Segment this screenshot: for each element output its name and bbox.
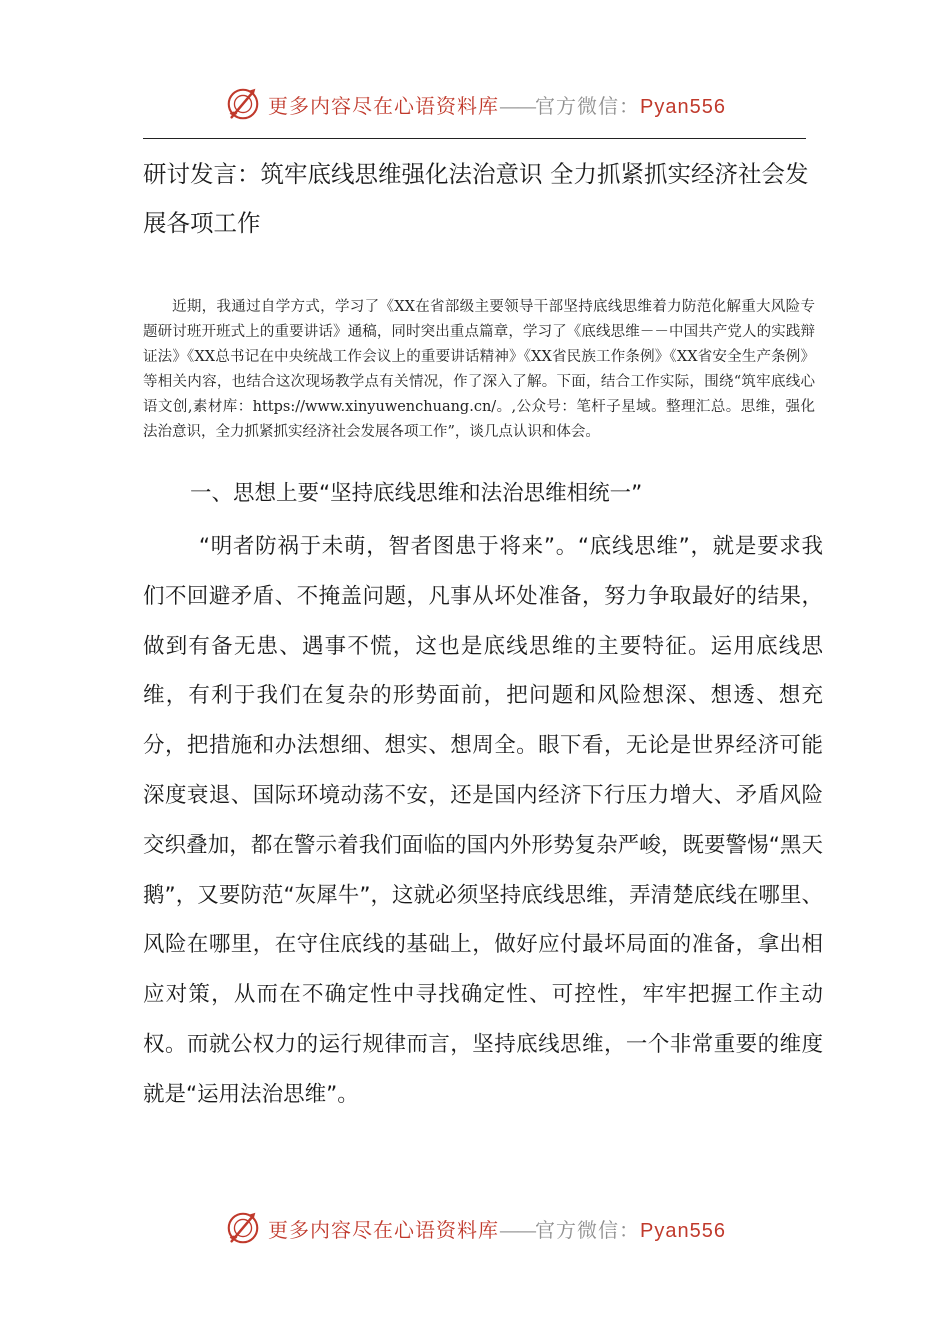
page-title: 研讨发言：筑牢底线思维强化法治意识 全力抓紧抓实经济社会发展各项工作	[143, 160, 809, 237]
header-divider	[143, 138, 806, 139]
footer-brand-name: 更多内容尽在心语资料库	[268, 1217, 500, 1242]
footer-banner	[0, 1208, 950, 1248]
brand-logo-icon	[224, 1209, 262, 1247]
body-paragraph: “明者防祸于未萌，智者图患于将来”。“底线思维”，就是要求我们不回避矛盾、不掩盖问题，凡事从坏处准备，努力争取最好的结果，做到有备无患、遇事不慌，这也是底线思维的主要特征。运用底线思维，有利于我们在复杂的形势面前，把问题和风险想深、想透、想充分，把措施和办法想细、想实、想周全。眼下看，无论是世界经济可能深度衰退、国际环境动荡不安，还是国内经济下行压力增大、矛盾风险交织叠加，都在警示着我们面临的国内外形势复杂严峻，既要警惕“黑天鹅”，又要防范“灰犀牛”，这就必须坚持底线思维，弄清楚底线在哪里、风险在哪里，在守住底线的基础上，做好应付最坏局面的准备，拿出相应对策，从而在不确定性中寻找确定性、可控性，牢牢把握工作主动权。而就公权力的运行规律而言，坚持底线思维，一个非常重要的维度就是“运用法治思维”。	[143, 534, 823, 1107]
footer-wechat-label: 官方微信：	[535, 1217, 641, 1242]
footer-brand-text	[268, 1214, 726, 1243]
header-brand-text	[268, 90, 726, 119]
intro-paragraph: 近期，我通过自学方式，学习了《XX在省部级主要领导干部坚持底线思维着力防范化解重大风险专题研讨班开班式上的重要讲话》通稿，同时突出重点篇章，学习了《底线思维－－中国共产党人的实践辩证法》《XX总书记在中央统战工作会议上的重要讲话精神》《XX省民族工作条例》《XX省安全生产条例》等相关内容，也结合这次现场教学点有关情况，作了深入了解。下面，结合工作实际，围绕“筑牢底线心语文创,素材库：https://www.xinyuwenchuang.cn/。,公众号：笔杆子星域。整理汇总。思维，强化法治意识，全力抓紧抓实经济社会发展各项工作”，谈几点认识和体会。	[143, 299, 815, 440]
footer-dash: ——	[499, 1217, 536, 1242]
header-wechat-id: Pyan556	[640, 95, 726, 118]
header-wechat-label: 官方微信：	[535, 93, 641, 118]
brand-logo-icon	[224, 85, 262, 123]
header-dash: ——	[499, 93, 536, 118]
header-brand-name: 更多内容尽在心语资料库	[268, 93, 500, 118]
header-banner	[0, 84, 950, 124]
footer-wechat-id: Pyan556	[640, 1219, 726, 1242]
section-heading: 一、思想上要“坚持底线思维和法治思维相统一”	[190, 481, 643, 506]
